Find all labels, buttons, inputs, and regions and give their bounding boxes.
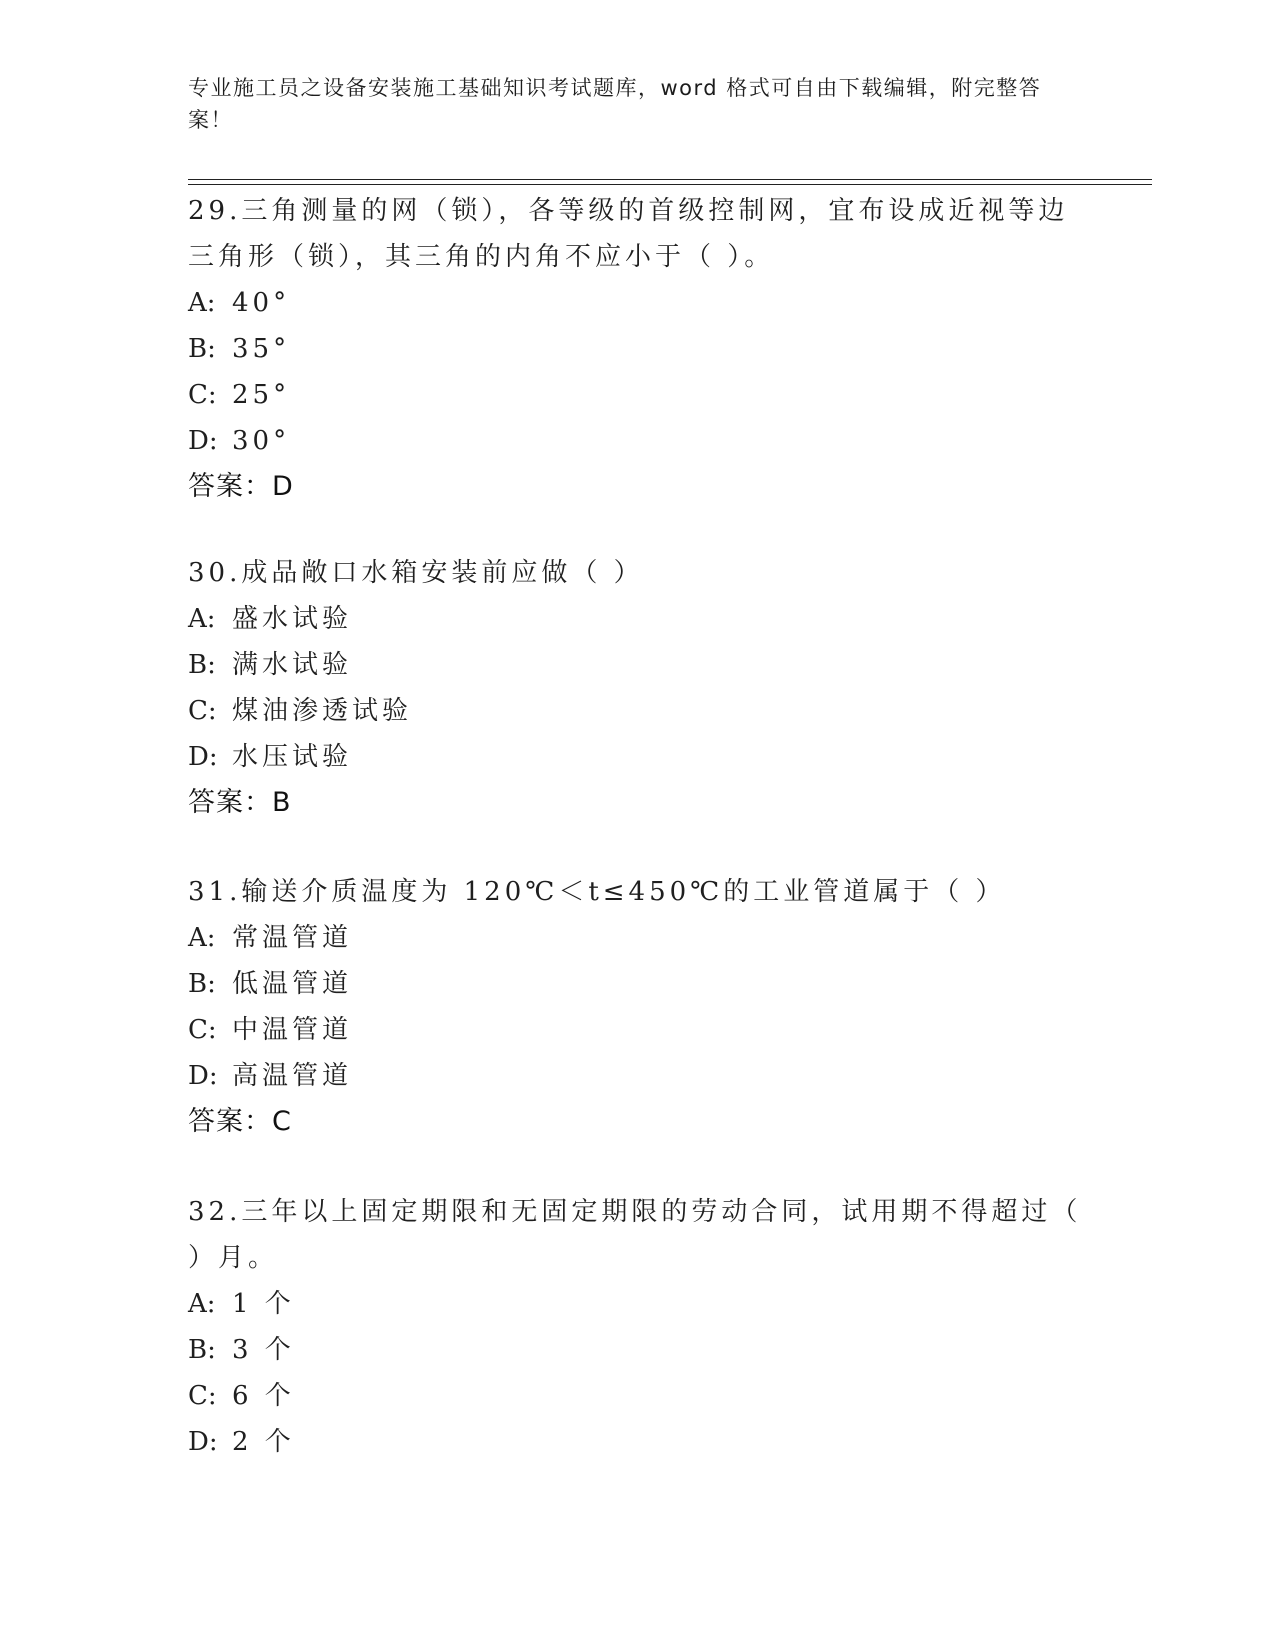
option-c [188,1007,1088,1053]
option-key: B: [188,334,216,364]
header-divider-top [188,179,1152,180]
option-b [188,961,1088,1007]
option-b [188,1327,1088,1373]
document-header [188,72,1068,136]
option-key: B: [188,650,216,680]
option-text: 25° [232,380,291,410]
option-d [188,1053,1088,1099]
answer-line: 答案：C [188,1106,292,1137]
option-text: 满水试验 [232,650,353,680]
option-c [188,688,1088,734]
option-key: A: [188,1289,216,1319]
question-stem: 32.三年以上固定期限和无固定期限的劳动合同，试用期不得超过（ ）月。 [188,1197,1082,1273]
option-key: A: [188,288,216,318]
option-key: C: [188,1015,217,1045]
answer-line: 答案：B [188,787,292,818]
option-text: 中温管道 [232,1015,353,1045]
option-text: 高温管道 [232,1061,353,1091]
option-key: C: [188,1381,217,1411]
option-key: D: [188,426,218,456]
question-stem: 29.三角测量的网（锁），各等级的首级控制网，宜布设成近视等边三角形（锁），其三角的内角不应小于（ ）。 [188,196,1069,272]
option-key: A: [188,604,216,634]
header-divider-bottom [188,184,1152,185]
option-c [188,372,1088,418]
option-text: 6 个 [232,1381,295,1411]
question-stem: 31.输送介质温度为 120℃＜t≤450℃的工业管道属于（ ） [188,877,1006,907]
question-30 [188,550,1088,826]
question-31 [188,869,1088,1145]
option-text: 2 个 [232,1427,295,1457]
option-text: 35° [232,334,291,364]
option-d [188,734,1088,780]
option-key: D: [188,742,218,772]
option-text: 30° [232,426,291,456]
option-a [188,1281,1088,1327]
question-stem: 30.成品敞口水箱安装前应做（ ） [188,558,644,588]
question-29 [188,188,1088,510]
answer-line: 答案：D [188,471,294,502]
option-key: B: [188,1335,216,1365]
option-key: C: [188,380,217,410]
option-text: 3 个 [232,1335,295,1365]
option-d [188,1419,1088,1465]
option-key: D: [188,1061,218,1091]
option-text: 40° [232,288,291,318]
option-a [188,915,1088,961]
option-key: A: [188,923,216,953]
option-text: 水压试验 [232,742,353,772]
option-b [188,326,1088,372]
option-d [188,418,1088,464]
option-text: 常温管道 [232,923,353,953]
option-a [188,280,1088,326]
option-c [188,1373,1088,1419]
option-text: 低温管道 [232,969,353,999]
option-key: D: [188,1427,218,1457]
option-key: B: [188,969,216,999]
question-32 [188,1189,1088,1465]
option-key: C: [188,696,217,726]
header-title: 专业施工员之设备安装施工基础知识考试题库，word 格式可自由下载编辑，附完整答案！ [188,76,1042,132]
option-a [188,596,1088,642]
option-text: 盛水试验 [232,604,353,634]
option-b [188,642,1088,688]
option-text: 煤油渗透试验 [232,696,413,726]
option-text: 1 个 [232,1289,295,1319]
